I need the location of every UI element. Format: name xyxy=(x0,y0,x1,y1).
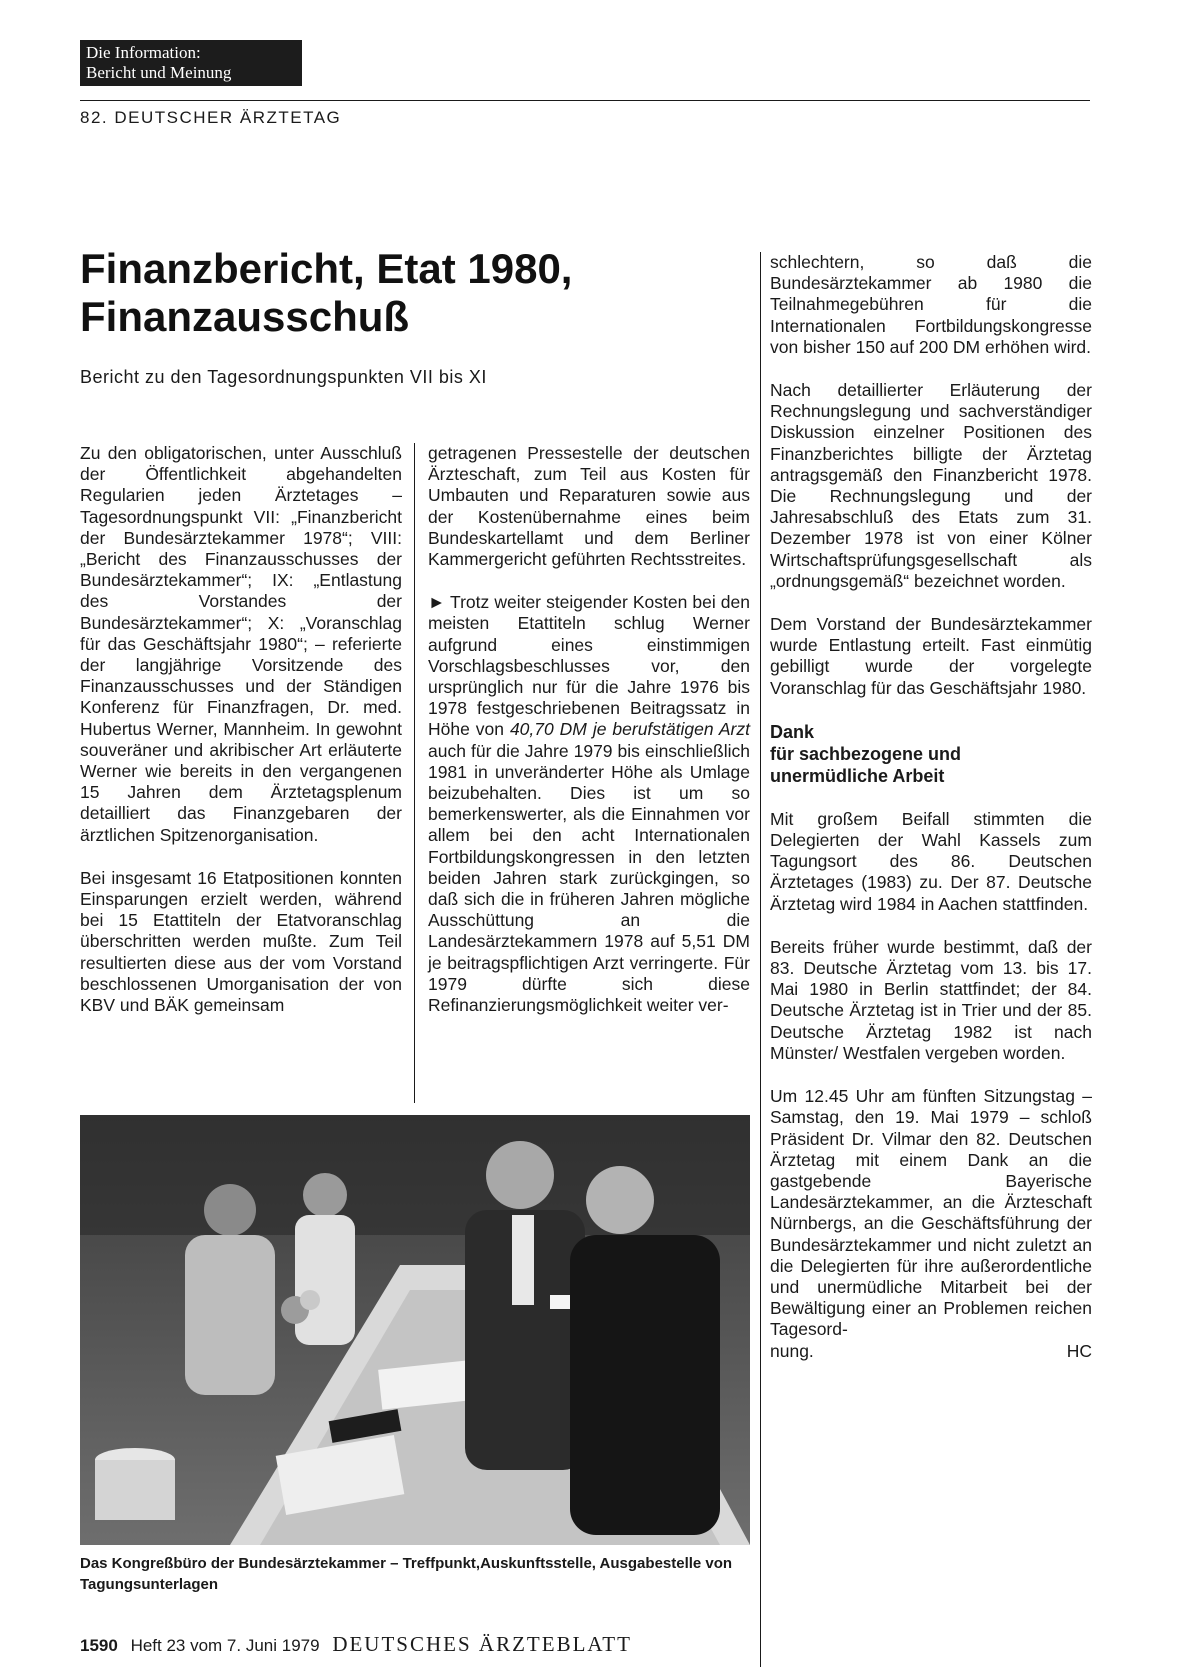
column-divider xyxy=(760,252,761,1667)
subheading-line2: für sachbezogene und xyxy=(770,743,962,764)
paragraph: Nach detaillierter Erläuterung der Rechnungslegung und sachverständiger Diskussion einzelner Positionen des Finanzberichtes billigte der Ärztetag antragsgemäß den Finanzbericht 1978. Die Rechnungslegung und der Jahresabschluß des Etats zum 31. Dezember 1978 ist von einer Kölner Wirtschaftsprüfungsgesellschaft als „ordnungsgemäß“ bezeichnet worden. xyxy=(770,380,1092,591)
paragraph: Um 12.45 Uhr am fünften Sitzungstag – Samstag, den 19. Mai 1979 – schloß Präsident Dr. Vilmar den 82. Deutschen Ärztetag mit einem Dank an die gastgebende Bayerische Landesärztekammer, an die Ärzteschaft Nürnbergs, an die Geschäftsführung der Bundesärztekammer und nicht zuletzt an die Delegierten für ihre außerordentliche und unermüdliche Mitarbeit bei der Bewältigung einer an Problemen reichen Tagesord- xyxy=(770,1086,1092,1340)
page-number: 1590 xyxy=(80,1636,118,1655)
column-divider xyxy=(414,443,415,1103)
column-2 xyxy=(428,443,750,1038)
emphasis-text: 40,70 DM je berufstätigen Arzt xyxy=(509,719,750,740)
rubric-label-line1: Die Information: xyxy=(86,43,201,62)
column-1 xyxy=(80,443,402,1038)
paragraph xyxy=(428,592,750,1016)
article-title-line2: Finanzausschuß xyxy=(80,293,410,340)
paragraph: Bei insgesamt 16 Etatpositionen konnten Einsparungen erzielt werden, während bei 15 Etattiteln der Etatvoranschlag überschritten werden mußte. Zum Teil resultierten diese aus der vom Vorstand beschlossenen Umorganisation der von KBV und BÄK gemeinsam xyxy=(80,867,402,1016)
article-subtitle: Bericht zu den Tagesordnungspunkten VII bis XI xyxy=(80,367,487,387)
photo-illustration xyxy=(80,1115,750,1545)
paragraph: Zu den obligatorischen, unter Ausschluß der Öffentlichkeit abgehandelten Regularien jeden Ärztetages – Tagesordnungspunkt VII: „Finanzbericht der Bundesärztekammer 1978“; VIII: „Bericht des Finanzausschusses der Bundesärztekammer“; IX: „Entlastung des Vorstandes der Bundesärztekammer“; X: „Voranschlag für das Geschäftsjahr 1980“; – referierte der langjährige Vorsitzende des Finanzausschusses und der Ständigen Konferenz für Finanzfragen, Dr. med. Hubertus Werner, Mannheim. In gewohnt souveräner und akribischer Art erläuterte Werner wie bereits in den vergangenen 15 Jahren dem Ärztetagsplenum detailliert das Finanzgebaren der ärztlichen Spitzenorganisation. xyxy=(80,443,402,845)
paragraph: getragenen Pressestelle der deutschen Ärzteschaft, zum Teil aus Kosten für Umbauten und Reparaturen sowie aus der Kostenübernahme eines beim Bundeskartellamt und dem Berliner Kammergericht geführten Rechtsstreites. xyxy=(428,443,750,570)
subheading-line1: Dank xyxy=(770,721,815,742)
header-rule xyxy=(80,100,1090,101)
photo-caption: Das Kongreßbüro der Bundesärztekammer – Treffpunkt,Auskunftsstelle, Ausgabestelle von Tagungsunterlagen xyxy=(80,1555,733,1593)
paragraph: schlechtern, so daß die Bundesärztekammer ab 1980 die Teilnahmegebühren für die Internationalen Fortbildungskongresse von bisher 150 auf 200 DM erhöhen wird. xyxy=(770,252,1092,357)
subheading xyxy=(770,721,1092,787)
author-signature: HC xyxy=(1066,1340,1092,1361)
paragraph: Mit großem Beifall stimmten die Delegierten der Wahl Kassels zum Tagungsort des 86. Deutschen Ärztetages (1983) zu. Der 87. Deutsche Ärztetag wird 1984 in Aachen stattfinden. xyxy=(770,808,1092,914)
column-3 xyxy=(770,252,1092,1362)
rubric-label-line2: Bericht und Meinung xyxy=(86,63,232,82)
section-heading: 82. DEUTSCHER ÄRZTETAG xyxy=(80,108,342,127)
issue-info: Heft 23 vom 7. Juni 1979 xyxy=(130,1636,320,1655)
text-run: ► Trotz weiter steigender Kosten bei den meisten Etattiteln schlug Werner aufgrund eines einstimmigen Vorschlagsbeschlusses vor, den ursprünglich nur für die Jahre 1976 bis 1978 festgeschriebenen Beitragssatz in Höhe von xyxy=(428,592,750,740)
text-run: auch für die Jahre 1979 bis einschließlich 1981 in unveränderter Höhe als Umlage beizubehalten. Dies ist um so bemerkenswerter, als die Einnahmen vor allem bei den acht Internationalen Fortbildungskongressen in den letzten beiden Jahren stark zurückgingen, so daß sich die in früheren Jahren mögliche Ausschüttung an die Landesärztekammern 1978 auf 5,51 DM je beitragspflichtigen Arzt verringerte. Für 1979 dürfte sich diese Refinanzierungsmöglichkeit weiter ver- xyxy=(428,740,750,1016)
closing-line xyxy=(770,1341,1092,1362)
rubric-label xyxy=(80,40,302,86)
event-photo xyxy=(80,1115,750,1545)
article-title xyxy=(80,245,730,341)
paragraph: Bereits früher wurde bestimmt, daß der 83. Deutsche Ärztetag vom 13. bis 17. Mai 1980 in Berlin stattfindet; der 84. Deutsche Ärztetag ist in Trier und der 85. Deutsche Ärztetag 1982 ist nach Münster/ Westfalen vergeben worden. xyxy=(770,936,1092,1063)
page-footer xyxy=(80,1632,632,1657)
subheading-line3: unermüdliche Arbeit xyxy=(770,765,945,786)
paragraph: Dem Vorstand der Bundesärztekammer wurde Entlastung erteilt. Fast einmütig gebilligt wurde der vorgelegte Voranschlag für das Geschäftsjahr 1980. xyxy=(770,614,1092,698)
closing-word: nung. xyxy=(770,1340,814,1361)
article-title-line1: Finanzbericht, Etat 1980, xyxy=(80,245,573,292)
journal-name: DEUTSCHES ÄRZTEBLATT xyxy=(332,1632,632,1656)
